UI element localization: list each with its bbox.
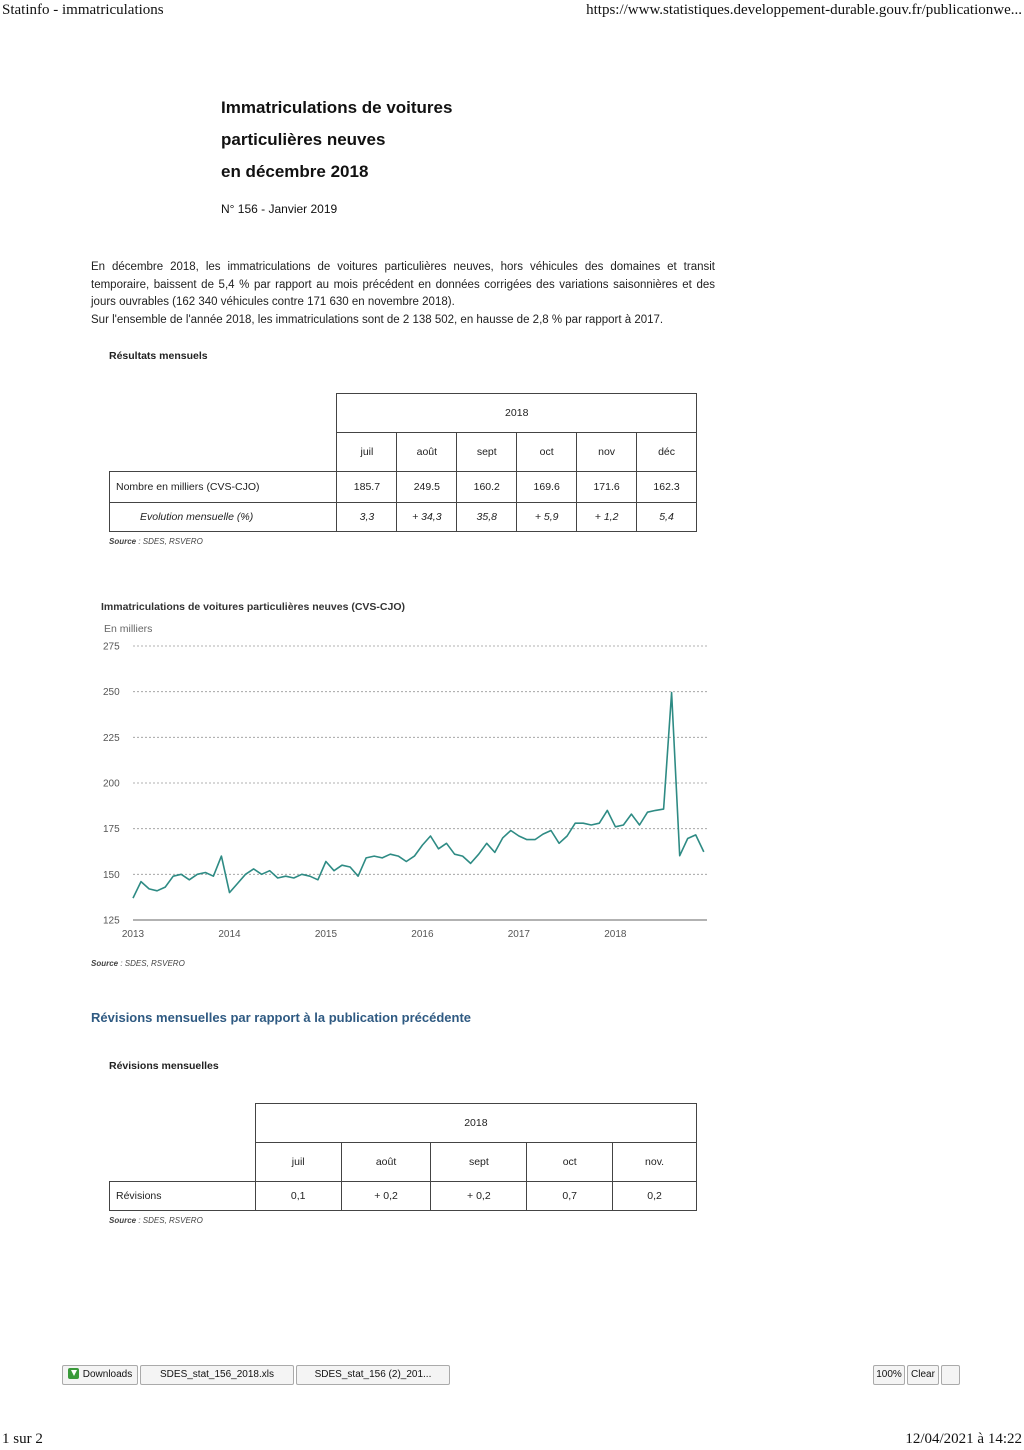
month-header: nov. xyxy=(613,1143,697,1182)
y-tick-label: 250 xyxy=(103,687,120,699)
chart-grid xyxy=(133,646,707,874)
table-cell: 3,3 xyxy=(337,503,397,532)
y-tick-label: 175 xyxy=(103,824,120,836)
chart-y-unit: En milliers xyxy=(104,623,153,635)
source-text: : SDES, RSVERO xyxy=(118,959,185,968)
print-footer-page: 1 sur 2 xyxy=(2,1431,43,1447)
month-header: août xyxy=(397,433,457,472)
year-header: 2018 xyxy=(255,1104,696,1143)
month-header: oct xyxy=(517,433,577,472)
table-cell: 0,2 xyxy=(613,1182,697,1211)
row-label: Révisions xyxy=(110,1182,256,1211)
print-header-url: https://www.statistiques.developpement-durable.gouv.fr/publicationwe... xyxy=(586,2,1022,18)
clear-button[interactable]: Clear xyxy=(907,1365,939,1385)
table-cell: 160.2 xyxy=(457,472,517,503)
series-line xyxy=(133,693,704,899)
row-label: Nombre en milliers (CVS-CJO) xyxy=(110,472,337,503)
month-header: juil xyxy=(255,1143,341,1182)
table-cell: 169.6 xyxy=(517,472,577,503)
x-tick-label: 2016 xyxy=(411,929,434,940)
y-tick-label: 200 xyxy=(103,778,120,790)
download-file-item[interactable]: SDES_stat_156_2018.xls xyxy=(140,1365,294,1385)
line-chart xyxy=(95,638,715,943)
table-cell: + 34,3 xyxy=(397,503,457,532)
title-line: particulières neuves xyxy=(221,130,386,149)
empty-cell xyxy=(110,1143,256,1182)
empty-cell xyxy=(110,394,337,433)
table-cell: 35,8 xyxy=(457,503,517,532)
x-tick-label: 2015 xyxy=(314,929,338,940)
chart-title: Immatriculations de voitures particulières neuves (CVS-CJO) xyxy=(101,601,406,613)
table-cell: + 0,2 xyxy=(341,1182,431,1211)
month-header: oct xyxy=(527,1143,613,1182)
download-file-item[interactable]: SDES_stat_156 (2)_201... xyxy=(296,1365,450,1385)
table-cell: 5,4 xyxy=(637,503,697,532)
source-text: : SDES, RSVERO xyxy=(136,1216,203,1225)
results-source xyxy=(109,537,203,546)
month-header: août xyxy=(341,1143,431,1182)
document-title xyxy=(221,92,641,188)
table-cell: 0,7 xyxy=(527,1182,613,1211)
downloads-label: Downloads xyxy=(82,1369,133,1380)
revisions-heading: Révisions mensuelles xyxy=(109,1060,219,1072)
intro-text: Sur l'ensemble de l'année 2018, les immatriculations sont de 2 138 502, en hausse de 2,8 % par rapport à 2017. xyxy=(91,313,664,326)
month-header: sept xyxy=(457,433,517,472)
source-text: : SDES, RSVERO xyxy=(136,537,203,546)
x-tick-label: 2013 xyxy=(121,929,145,940)
print-header-title: Statinfo - immatriculations xyxy=(2,2,164,18)
intro-text: En décembre 2018, les immatriculations de voitures particulières neuves, hors véhicules des domaines et transit temporaire, baissent de 5,4 % par rapport au mois précédent en données corrigées des variations saisonnières et des jours ouvrables (162 340 véhicules contre 171 630 en novembre 2018). xyxy=(91,261,715,308)
table-cell: 249.5 xyxy=(397,472,457,503)
issue-number: N° 156 - Janvier 2019 xyxy=(221,202,338,216)
y-axis-ticks xyxy=(103,642,120,927)
x-tick-label: 2017 xyxy=(507,929,531,940)
month-header: déc xyxy=(637,433,697,472)
table-cell: 0,1 xyxy=(255,1182,341,1211)
y-tick-label: 225 xyxy=(103,732,120,744)
table-cell: + 0,2 xyxy=(431,1182,527,1211)
title-line: Immatriculations de voitures xyxy=(221,98,453,117)
downloads-button[interactable] xyxy=(62,1365,138,1385)
y-tick-label: 125 xyxy=(103,915,120,927)
row-label: Evolution mensuelle (%) xyxy=(110,503,337,532)
month-header: juil xyxy=(337,433,397,472)
intro-paragraph xyxy=(91,259,715,329)
table-cell: 185.7 xyxy=(337,472,397,503)
y-tick-label: 150 xyxy=(103,869,120,881)
status-bar-extra-button[interactable] xyxy=(941,1365,960,1385)
revisions-source xyxy=(109,1216,203,1225)
table-cell: + 5,9 xyxy=(517,503,577,532)
x-axis-ticks xyxy=(122,929,627,940)
zoom-level-button[interactable]: 100% xyxy=(873,1365,905,1385)
empty-cell xyxy=(110,1104,256,1143)
title-line: en décembre 2018 xyxy=(221,162,369,181)
source-label: Source xyxy=(91,959,119,968)
x-tick-label: 2018 xyxy=(604,929,627,940)
year-header: 2018 xyxy=(337,394,697,433)
chart-source xyxy=(91,959,185,968)
download-icon xyxy=(68,1368,79,1379)
results-heading: Résultats mensuels xyxy=(109,350,208,362)
source-label: Source xyxy=(109,537,137,546)
table-cell: 171.6 xyxy=(577,472,637,503)
y-tick-label: 275 xyxy=(103,641,120,653)
revisions-table xyxy=(109,1103,697,1211)
empty-cell xyxy=(110,433,337,472)
x-tick-label: 2014 xyxy=(218,929,241,940)
print-footer-datetime: 12/04/2021 à 14:22 xyxy=(905,1431,1022,1447)
revisions-section-heading: Révisions mensuelles par rapport à la publication précédente xyxy=(91,1010,472,1025)
table-cell: 162.3 xyxy=(637,472,697,503)
table-cell: + 1,2 xyxy=(577,503,637,532)
results-table xyxy=(109,393,697,532)
month-header: nov xyxy=(577,433,637,472)
source-label: Source xyxy=(109,1216,137,1225)
month-header: sept xyxy=(431,1143,527,1182)
